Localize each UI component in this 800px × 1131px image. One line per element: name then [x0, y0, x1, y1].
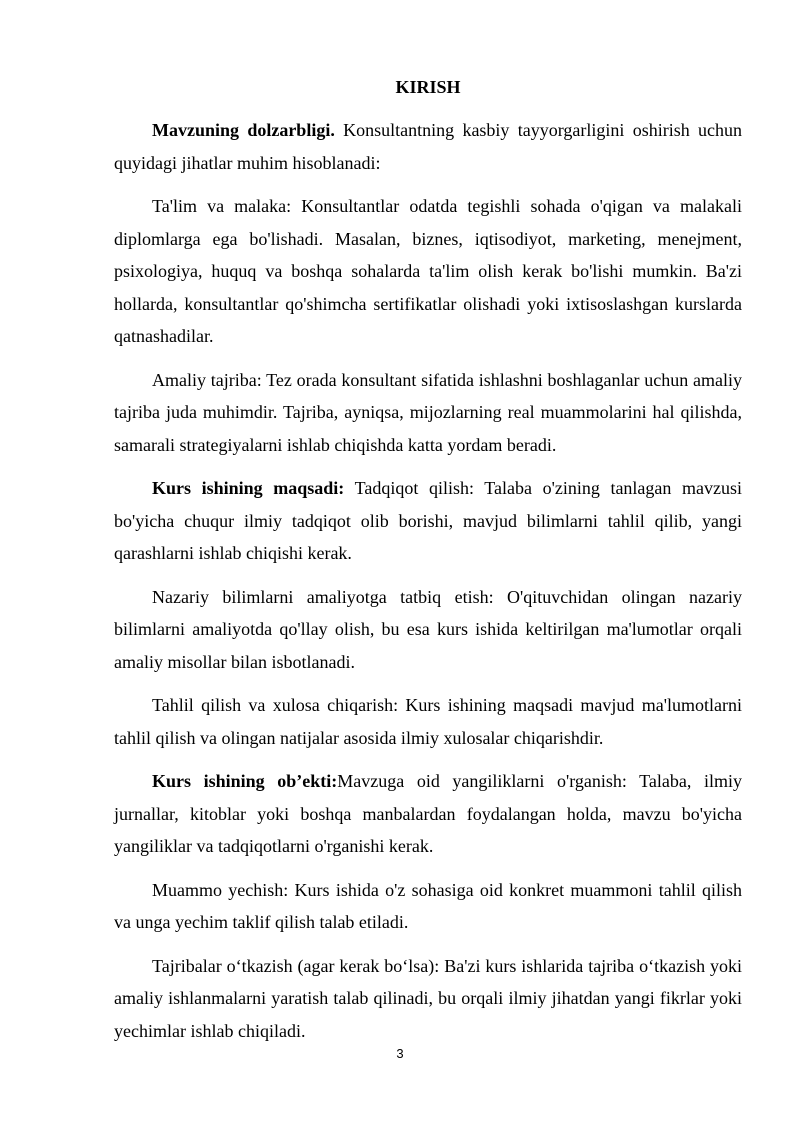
paragraph-text: Mavzuga oid yangiliklarni o'rganish: Talaba, ilmiy jurnallar, kitoblar yoki boshqa manbalardan foydalangan holda, mavzu bo'yicha yangiliklar va tadqiqotlarni o'rganishi kerak.: [114, 771, 742, 856]
paragraph-relevance: [114, 114, 742, 179]
paragraph-experience: [114, 364, 742, 462]
page-content: [114, 74, 742, 1058]
paragraph-lead: Kurs ishining ob’ekti:: [152, 771, 338, 791]
paragraph-text: Amaliy tajriba: Tez orada konsultant sifatida ishlashni boshlaganlar uchun amaliy tajriba juda muhimdir. Tajriba, ayniqsa, mijozlarning real muammolarini hal qilishda, samarali strategiyalarni ishlab chiqishda katta yordam beradi.: [114, 369, 742, 455]
paragraph-text: Tadqiqot qilish: Talaba o'zining tanlagan mavzusi bo'yicha chuqur ilmiy tadqiqot olib borishi, mavjud bilimlarni tahlil qilib, yangi qarashlarni ishlab chiqishi kerak.: [114, 478, 743, 563]
page-title: KIRISH: [395, 77, 461, 97]
paragraph-analysis: [114, 689, 742, 754]
paragraph-theory-practice: [114, 581, 742, 679]
paragraph-text: Konsultantning kasbiy tayyorgarligini oshirish uchun quyidagi jihatlar muhim hisoblanadi:: [114, 120, 742, 173]
paragraph-experiments: [114, 950, 742, 1048]
paragraph-lead: Kurs ishining maqsadi:: [152, 478, 345, 498]
paragraph-education: [114, 190, 742, 353]
paragraph-text: Ta'lim va malaka: Konsultantlar odatda tegishli sohada o'qigan va malakali diplomlarga ega bo'lishadi. Masalan, biznes, iqtisodiyot, marketing, menejment, psixologiya, huquq va boshqa sohalarda ta'lim olish kerak bo'lishi mumkin. Ba'zi hollarda, konsultantlar qo'shimcha sertifikatlar olishadi yoki ixtisoslashgan kurslarda qatnashadilar.: [114, 196, 742, 346]
paragraph-text: Tajribalar o‘tkazish (agar kerak bo‘lsa): Ba'zi kurs ishlarida tajriba o‘tkazish yoki amaliy ishlanmalarni yaratish talab qilinadi, bu orqali ilmiy jihatdan yangi fikrlar yoki yechimlar ishlab chiqiladi.: [114, 955, 742, 1041]
paragraph-text: Nazariy bilimlarni amaliyotga tatbiq etish: O'qituvchidan olingan nazariy bilimlarni amaliyotda qo'llay olish, bu esa kurs ishida keltirilgan ma'lumotlar orqali amaliy misollar bilan isbotlanadi.: [114, 586, 742, 672]
paragraph-object: [114, 765, 742, 863]
paragraph-text: Muammo yechish: Kurs ishida o'z sohasiga oid konkret muammoni tahlil qilish va unga yechim taklif qilish talab etiladi.: [114, 879, 742, 932]
page-number: 3: [396, 1046, 404, 1061]
paragraph-lead: Mavzuning dolzarbligi.: [152, 120, 335, 140]
paragraph-text: Tahlil qilish va xulosa chiqarish: Kurs ishining maqsadi mavjud ma'lumotlarni tahlil qilish va olingan natijalar asosida ilmiy xulosalar chiqarishdir.: [114, 695, 742, 748]
paragraph-goal: [114, 472, 742, 570]
paragraph-problem-solving: [114, 874, 742, 939]
